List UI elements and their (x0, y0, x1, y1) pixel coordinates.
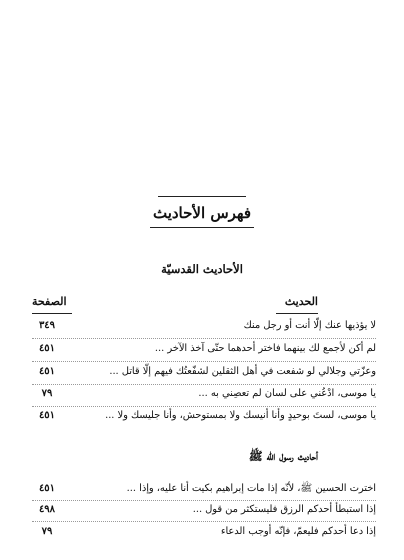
list-item (32, 524, 376, 540)
list-item (32, 318, 376, 334)
list-item (32, 481, 376, 497)
page-number: ٣٤٩ (38, 320, 56, 331)
list-item (32, 364, 376, 380)
hadith-text: يا موسى، لستَ بوحيدٍ وأنا أنيسك ولا بمستوحش، وأنا جليسك ولا ... (105, 410, 376, 421)
row-divider (32, 521, 376, 522)
hadith-column-header: الحديث (284, 295, 318, 308)
page-number: ٤٥١ (38, 366, 56, 377)
page-number: ٤٥١ (38, 410, 56, 421)
row-divider (32, 361, 376, 362)
page-column-header: الصفحة (32, 295, 67, 308)
hadith-text: يا موسى، ادْعُني على لسان لم تعصِني به ... (198, 388, 376, 399)
hadith-header-underline (276, 313, 318, 314)
hadith-text: إذا استبطأ أحدكم الرزق فليستكثر من قول ... (192, 504, 376, 515)
page-number: ٧٩ (41, 526, 53, 537)
page-number: ٤٥١ (38, 483, 56, 494)
hadith-text: اخترت الحسين ﷺ، لأنّه إذا مات إبراهيم بكيت أنا عليه، وإذا ... (126, 483, 376, 494)
title-top-rule (158, 196, 246, 197)
page-number: ٧٩ (41, 388, 53, 399)
row-divider (32, 406, 376, 407)
qudsi-section-heading: الأحاديث القدسيّة (161, 262, 243, 276)
row-divider (32, 338, 376, 339)
list-item (32, 502, 376, 518)
page-title: فهرس الأحاديث (152, 204, 252, 222)
hadith-text: وعزّتي وجلالي لو شفعت في أهل الثقلين لشفّعتُك فيهم إلّا قاتل ... (109, 366, 376, 377)
hadith-text: لم أكن لأجمع لك بينهما فاختر أحدهما حتّى آخذ الآخر ... (154, 343, 376, 354)
page-number: ٤٩٨ (38, 504, 56, 515)
row-divider (32, 500, 376, 501)
hadith-text: إذا دعا أحدكم فليعمّ، فإنّه أوجب الدعاء (220, 526, 376, 537)
list-item (32, 408, 376, 424)
hadith-text: لا يؤذيها عنك إلّا أنت أو رجل منك (243, 320, 376, 331)
list-item (32, 386, 376, 402)
prophet-section-heading: أحاديث رسول الله ﷺ (248, 449, 318, 463)
page-number: ٤٥١ (38, 343, 56, 354)
page-header-underline (32, 313, 72, 314)
title-bottom-rule (150, 227, 254, 228)
row-divider (32, 384, 376, 385)
list-item (32, 341, 376, 357)
